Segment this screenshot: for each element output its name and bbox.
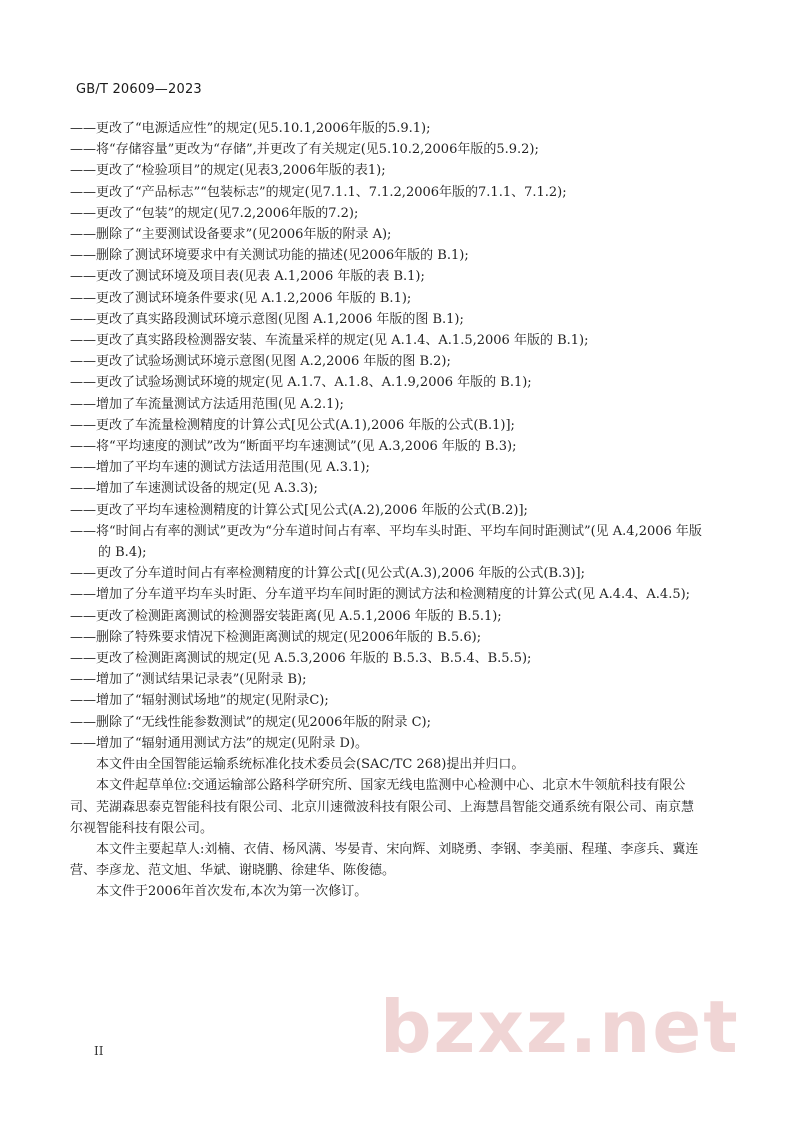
publication-history-paragraph: 本文件于2006年首次发布,本次为第一次修订。 — [96, 884, 368, 900]
list-item: ——增加了“测试结果记录表”(见附录 B); — [70, 672, 307, 688]
list-item: ——更改了车流量检测精度的计算公式[见公式(A.1),2006 年版的公式(B.1)]; — [70, 417, 515, 433]
list-item: ——更改了“检验项目”的规定(见表3,2006年版的表1); — [70, 163, 386, 179]
watermark: bzxz.net — [380, 985, 740, 1069]
list-item: ——删除了“主要测试设备要求”(见2006年版的附录 A); — [70, 227, 392, 243]
list-item: ——更改了试验场测试环境示意图(见图 A.2,2006 年版的图 B.2); — [70, 354, 451, 370]
list-item: ——删除了测试环境要求中有关测试功能的描述(见2006年版的 B.1); — [70, 248, 469, 264]
change-list — [70, 118, 706, 754]
committee-paragraph: 本文件由全国智能运输系统标准化技术委员会(SAC/TC 268)提出并归口。 — [96, 757, 525, 773]
list-item: ——更改了分车道时间占有率检测精度的计算公式[(见公式(A.3),2006 年版的公式(B.3)]; — [70, 566, 585, 582]
list-item: ——更改了检测距离测试的检测器安装距离(见 A.5.1,2006 年版的 B.5.1); — [70, 608, 502, 624]
list-item: ——删除了特殊要求情况下检测距离测试的规定(见2006年版的 B.5.6); — [70, 629, 482, 645]
list-item: ——更改了“电源适应性”的规定(见5.10.1,2006年版的5.9.1); — [70, 121, 431, 136]
list-item: ——将“时间占有率的测试”更改为“分车道时间占有率、平均车头时距、平均车间时距测试”(见 A.4,2006 年版的 B.4); — [70, 523, 702, 561]
list-item: ——更改了“产品标志”“包装标志”的规定(见7.1.1、7.1.2,2006年版的7.1.1、7.1.2); — [70, 184, 567, 200]
standard-code-header: GB/T 20609—2023 — [76, 82, 202, 97]
list-item: ——增加了“辐射通用测试方法”的规定(见附录 D)。 — [70, 735, 368, 751]
list-item: ——删除了“无线性能参数测试”的规定(见2006年版的附录 C); — [70, 714, 431, 730]
page-number: II — [94, 1044, 104, 1058]
list-item: ——更改了检测距离测试的规定(见 A.5.3,2006 年版的 B.5.3、B.5.4、B.5.5); — [70, 651, 532, 667]
drafters-paragraph: 本文件主要起草人:刘楠、衣倩、杨风满、岑晏青、宋向辉、刘晓勇、李钢、李美丽、程瑾、李彦兵、冀连营、李彦龙、范文旭、华斌、谢晓鹏、徐建华、陈俊德。 — [70, 841, 699, 879]
list-item: ——更改了测试环境及项目表(见表 A.1,2006 年版的表 B.1); — [70, 269, 425, 285]
document-body — [70, 118, 706, 903]
list-item: ——增加了“辐射测试场地”的规定(见附录C); — [70, 693, 329, 709]
list-item: ——更改了“包装”的规定(见7.2,2006年版的7.2); — [70, 205, 359, 221]
list-item: ——增加了车流量测试方法适用范围(见 A.2.1); — [70, 396, 344, 412]
list-item: ——增加了平均车速的测试方法适用范围(见 A.3.1); — [70, 460, 370, 476]
list-item: ——更改了试验场测试环境的规定(见 A.1.7、A.1.8、A.1.9,2006 年版的 B.1); — [70, 375, 532, 391]
drafting-units-paragraph: 本文件起草单位:交通运输部公路科学研究所、国家无线电监测中心检测中心、北京木牛领航科技有限公司、芜湖森思泰克智能科技有限公司、北京川速微波科技有限公司、上海慧昌智能交通系统有限公司、南京慧尔视智能科技有限公司。 — [70, 778, 695, 836]
list-item: ——更改了平均车速检测精度的计算公式[见公式(A.2),2006 年版的公式(B.2)]; — [70, 502, 528, 518]
list-item: ——增加了分车道平均车头时距、分车道平均车间时距的测试方法和检测精度的计算公式(见 A.4.4、A.4.5); — [70, 587, 691, 603]
list-item: ——增加了车速测试设备的规定(见 A.3.3); — [70, 481, 318, 497]
list-item: ——更改了测试环境条件要求(见 A.1.2,2006 年版的 B.1); — [70, 290, 412, 306]
list-item: ——将“存储容量”更改为“存储”,并更改了有关规定(见5.10.2,2006年版的5.9.2); — [70, 142, 539, 158]
list-item: ——更改了真实路段检测器安装、车流量采样的规定(见 A.1.4、A.1.5,2006 年版的 B.1); — [70, 333, 589, 349]
list-item: ——将“平均速度的测试”改为“断面平均车速测试”(见 A.3,2006 年版的 B.3); — [70, 439, 517, 455]
list-item: ——更改了真实路段测试环境示意图(见图 A.1,2006 年版的图 B.1); — [70, 311, 464, 327]
